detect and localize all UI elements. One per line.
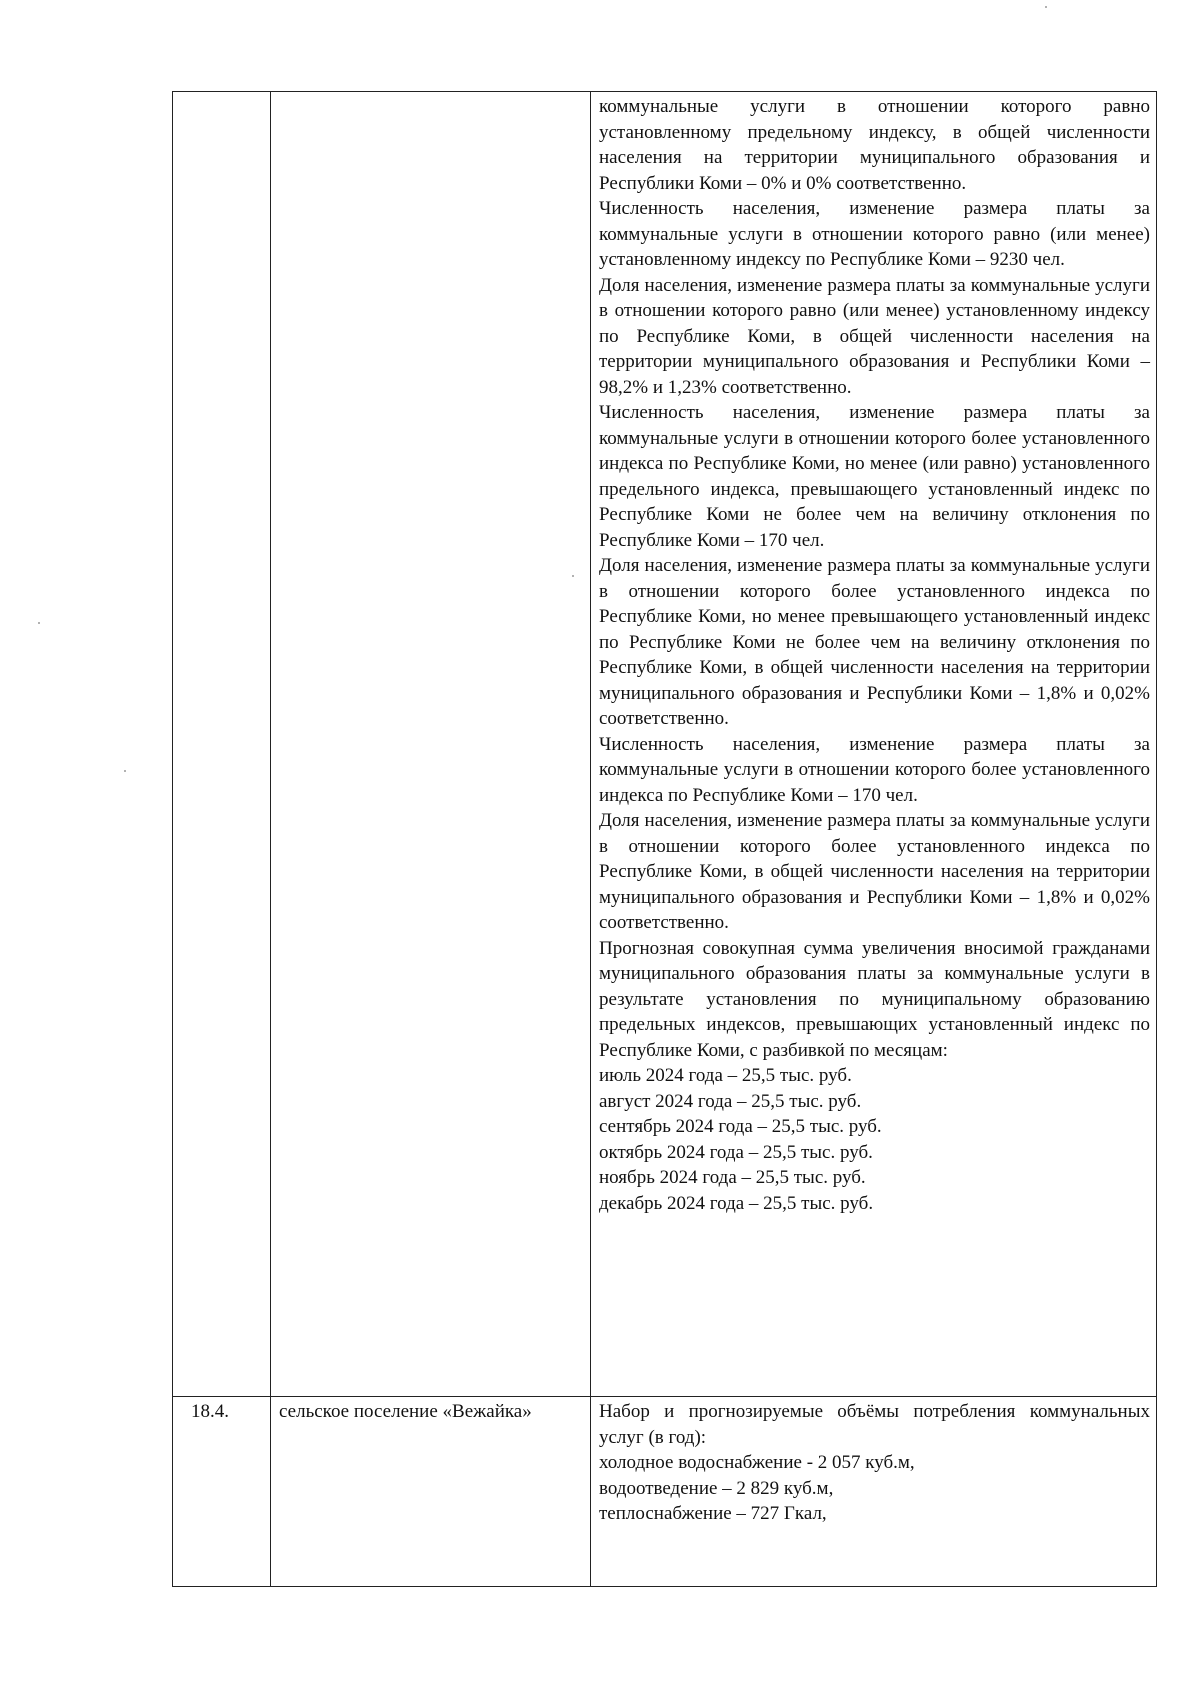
month-amount: ноябрь 2024 года – 25,5 тыс. руб.: [599, 1167, 866, 1188]
municipality-cell: [271, 1397, 591, 1587]
municipality-name: сельское поселение «Вежайка»: [279, 1401, 532, 1422]
row-number-cell: [173, 1397, 271, 1587]
paragraph: Численность населения, изменение размера платы за коммунальные услуги в отношении которого равно (или менее) установленному индексу по Республике Коми – 9230 чел.: [599, 198, 1150, 270]
paragraph: коммунальные услуги в отношении которого равно установленному предельному индексу, в общей численности населения на территории муниципального образования и Республики Коми – 0% и 0% соответственно.: [599, 96, 1150, 194]
consumption-item: водоотведение – 2 829 куб.м,: [599, 1477, 834, 1499]
paragraph: Численность населения, изменение размера платы за коммунальные услуги в отношении которого более установленного индекса по Республике Коми – 170 чел.: [599, 733, 1150, 806]
description-cell: [591, 92, 1157, 1397]
month-amount: июль 2024 года – 25,5 тыс. руб.: [599, 1065, 852, 1086]
paragraph: Набор и прогнозируемые объёмы потребления коммунальных услуг (в год):: [599, 1401, 1150, 1448]
table-row: [173, 92, 1157, 1397]
paragraph: Доля населения, изменение размера платы за коммунальные услуги в отношении которого равно (или менее) установленному индексу по Республике Коми, в общей численности населения на территории муниципального образования и Республики Коми – 98,2% и 1,23% соответственно.: [599, 274, 1150, 398]
paragraph: Прогнозная совокупная сумма увеличения вносимой гражданами муниципального образования платы за коммунальные услуги в результате установления по муниципальному образованию предельных индексов, превышающих установленный индекс по Республике Коми, с разбивкой по месяцам:: [599, 937, 1150, 1061]
month-amount: октябрь 2024 года – 25,5 тыс. руб.: [599, 1141, 873, 1163]
scan-speck: [124, 770, 126, 772]
month-amount: сентябрь 2024 года – 25,5 тыс. руб.: [599, 1116, 882, 1137]
description-cell: [591, 1397, 1157, 1587]
paragraph: Доля населения, изменение размера платы за коммунальные услуги в отношении которого более установленного индекса по Республике Коми, но менее превышающего установленный индекс по Республике Коми не более чем на величину отклонения по Республике Коми, в общей численности населения на территории муниципального образования и Республики Коми – 1,8% и 0,02% соответственно.: [599, 555, 1150, 729]
table-row: [173, 1397, 1157, 1587]
paragraph: Численность населения, изменение размера платы за коммунальные услуги в отношении которого более установленного индекса по Республике Коми, но менее (или равно) установленного предельного индекса, превышающего установленный индекс по Республике Коми не более чем на величину отклонения по Республике Коми – 170 чел.: [599, 402, 1150, 551]
month-amount: август 2024 года – 25,5 тыс. руб.: [599, 1090, 862, 1112]
scan-speck: [38, 622, 40, 624]
scan-speck: [1045, 6, 1047, 8]
paragraph: Доля населения, изменение размера платы за коммунальные услуги в отношении которого более установленного индекса по Республике Коми, в общей численности населения на территории муниципального образования и Республики Коми – 1,8% и 0,02% соответственно.: [599, 810, 1150, 933]
municipality-cell: [271, 92, 591, 1397]
consumption-item: холодное водоснабжение - 2 057 куб.м,: [599, 1452, 915, 1473]
row-number: 18.4.: [191, 1401, 229, 1422]
row-number-cell: [173, 92, 271, 1397]
month-amount: декабрь 2024 года – 25,5 тыс. руб.: [599, 1192, 874, 1214]
consumption-item: теплоснабжение – 727 Гкал,: [599, 1503, 827, 1524]
indices-table: [172, 91, 1157, 1587]
